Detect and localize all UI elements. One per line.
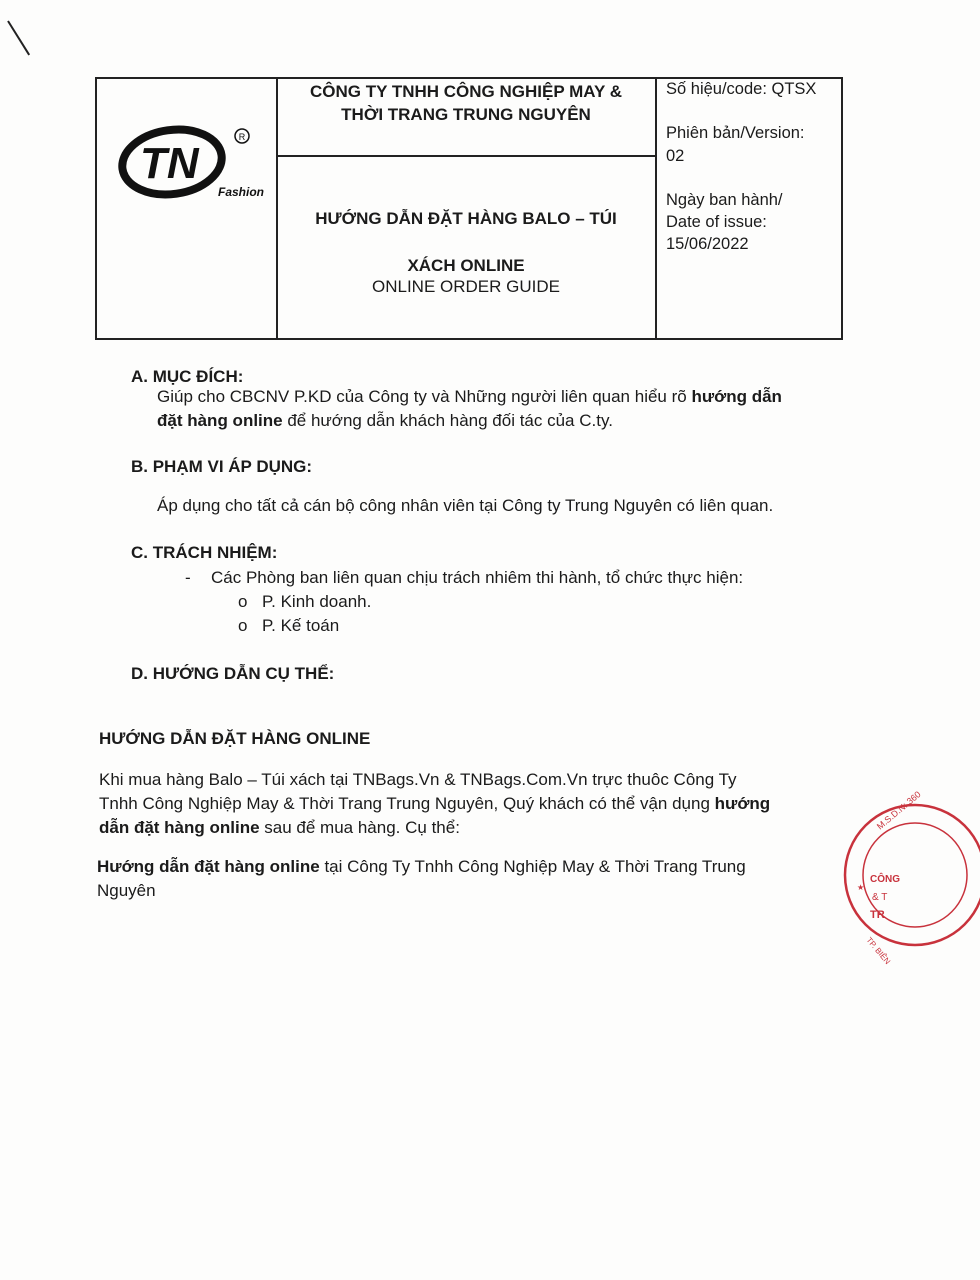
issue-date-value: 15/06/2022 [666, 235, 749, 253]
svg-text:CÔNG: CÔNG [870, 874, 900, 885]
svg-text:Fashion: Fashion [218, 185, 265, 199]
dash-bullet: - [185, 568, 191, 587]
company-stamp [840, 789, 980, 967]
section-a-title: A. MỤC ĐÍCH: [131, 367, 244, 386]
company-name: CÔNG TY TNHH CÔNG NGHIỆP MAY & THỜI TRANG TRUNG NGUYÊN [309, 82, 623, 124]
doc-version-value: 02 [666, 147, 685, 165]
company-logo [110, 120, 270, 210]
pen-mark [7, 20, 30, 55]
guide-heading: HƯỚNG DẪN ĐẶT HÀNG ONLINE [99, 729, 371, 748]
svg-text:★: ★ [857, 883, 865, 892]
doc-code: Số hiệu/code: QTSX [666, 80, 817, 98]
svg-text:& T: & T [872, 892, 888, 903]
document-subtitle: ONLINE ORDER GUIDE [372, 277, 560, 296]
list-item: o P. Kinh doanh. [238, 592, 372, 611]
list-item: o P. Kế toán [238, 616, 340, 635]
svg-text:M.S.D.N: 360: M.S.D.N: 360 [874, 789, 923, 832]
svg-text:TN: TN [140, 139, 199, 188]
guide-paragraph: Hướng dẫn đặt hàng online tại Công Ty Tnhh Công Nghiệp May & Thời Trang Trung Nguyên [97, 857, 746, 900]
svg-text:TR: TR [870, 909, 885, 921]
section-b-title: B. PHẠM VI ÁP DỤNG: [131, 457, 313, 476]
table-divider [277, 155, 656, 157]
section-d-title: D. HƯỚNG DẪN CỤ THỂ: [131, 664, 335, 683]
section-a-text: Giúp cho CBCNV P.KD của Công ty và Những người liên quan hiểu rõ hướng dẫn đặt hàng online để hướng dẫn khách hàng đối tác của C.ty. [157, 387, 782, 430]
section-c-title: C. TRÁCH NHIỆM: [131, 543, 278, 562]
table-divider [276, 77, 278, 340]
section-c-text: Các Phòng ban liên quan chịu trách nhiêm thi hành, tổ chức thực hiện: [211, 568, 744, 587]
guide-paragraph: Khi mua hàng Balo – Túi xách tại TNBags.Vn & TNBags.Com.Vn trực thuôc Công Ty Tnhh Công Nghiệp May & Thời Trang Trung Nguyên, Quý khách có thể vận dụng hướng dẫn đặt hàng online sau để mua hàng. Cụ thể: [99, 770, 771, 837]
doc-version-label: Phiên bản/Version: [666, 124, 805, 142]
section-b-text: Áp dụng cho tất cả cán bộ công nhân viên tại Công ty Trung Nguyên có liên quan. [157, 496, 774, 515]
table-divider [655, 77, 657, 340]
document-title: HƯỚNG DẪN ĐẶT HÀNG BALO – TÚI XÁCH ONLINE [315, 209, 617, 275]
svg-text:TP. BIÊN: TP. BIÊN [864, 935, 893, 967]
svg-text:R: R [238, 132, 246, 142]
issue-date-label: Ngày ban hành/ Date of issue: [666, 191, 783, 231]
